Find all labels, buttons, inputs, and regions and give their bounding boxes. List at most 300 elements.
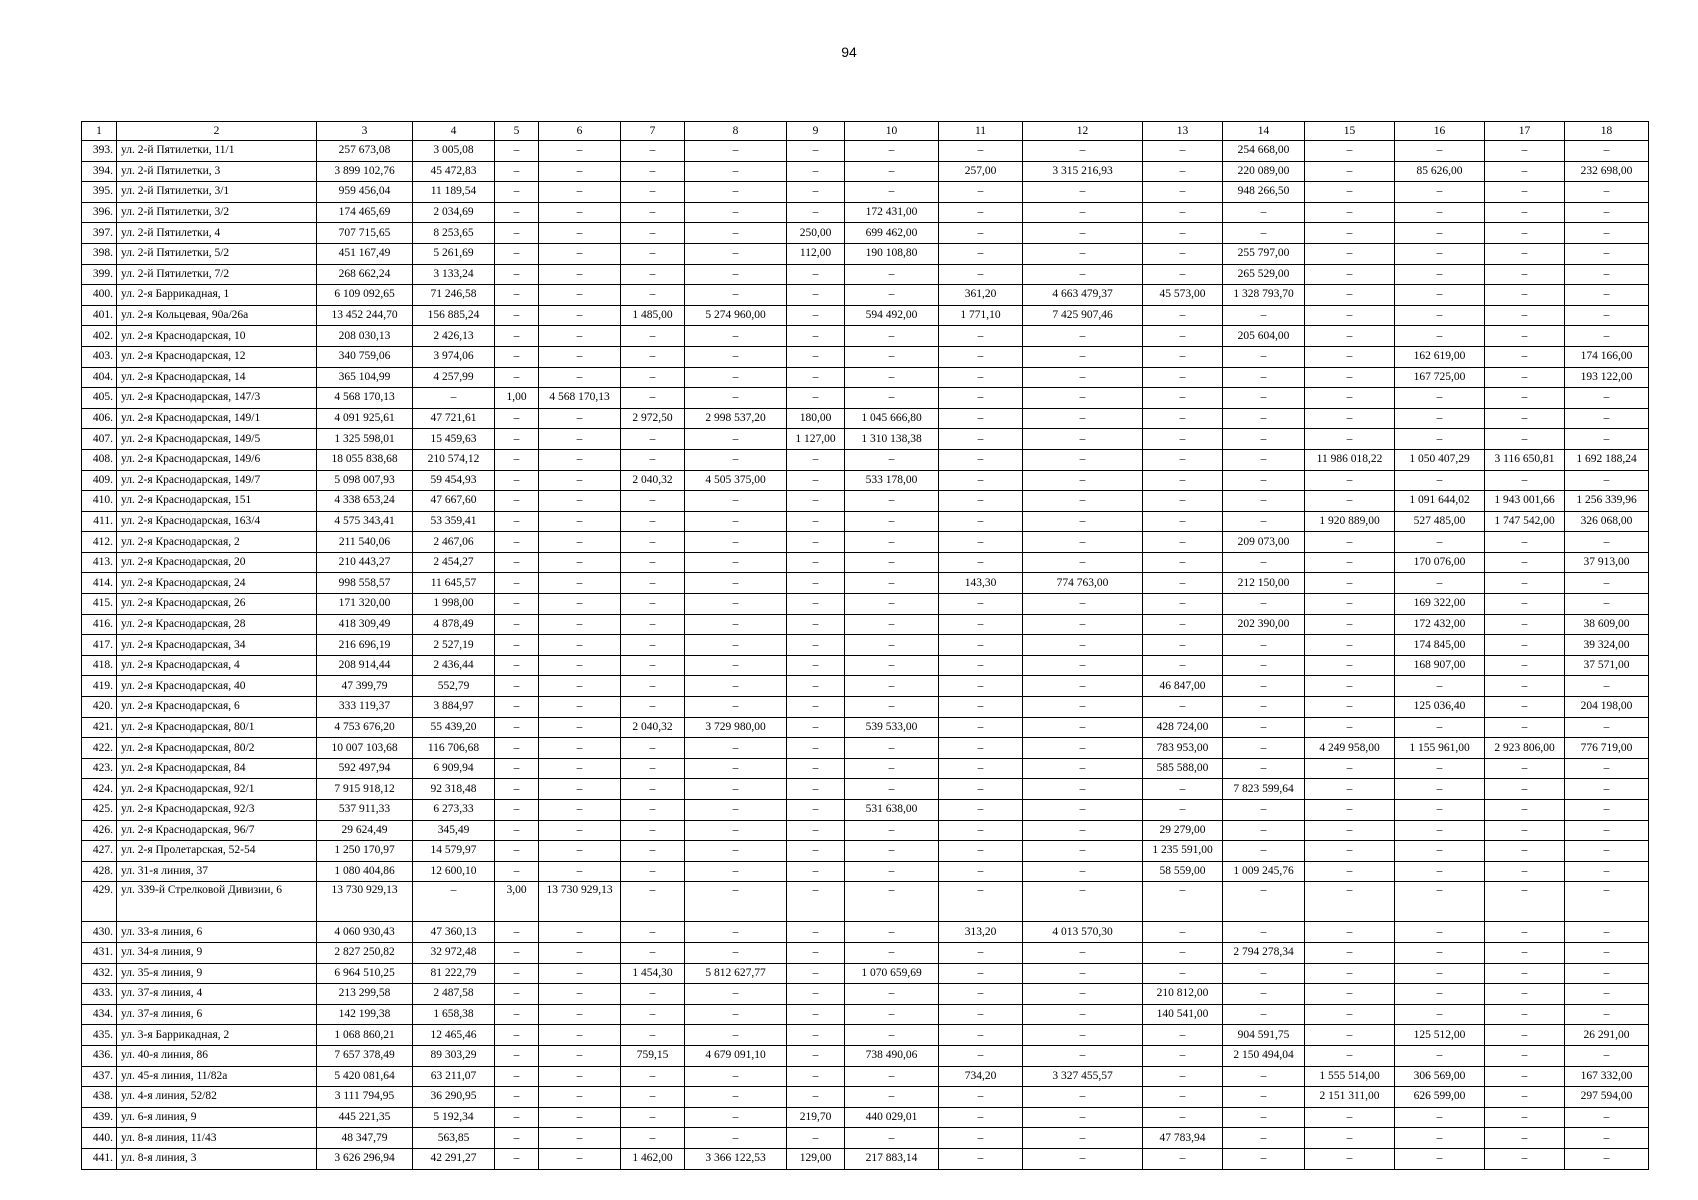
value-cell: – [1485, 182, 1565, 203]
value-cell: – [539, 346, 621, 367]
value-cell: – [1305, 470, 1395, 491]
row-number: 440. [82, 1128, 117, 1149]
value-cell: 531 638,00 [845, 800, 939, 821]
value-cell: – [787, 963, 845, 984]
value-cell: 219,70 [787, 1107, 845, 1128]
value-cell: – [1143, 264, 1223, 285]
value-cell: – [1143, 491, 1223, 512]
value-cell: – [1223, 676, 1305, 697]
value-cell: – [845, 882, 939, 922]
value-cell: – [539, 1107, 621, 1128]
value-cell: – [495, 182, 539, 203]
row-number: 415. [82, 594, 117, 615]
value-cell: – [939, 223, 1023, 244]
value-cell: – [1223, 882, 1305, 922]
address-cell: ул. 2-я Краснодарская, 40 [117, 676, 317, 697]
value-cell: – [685, 326, 787, 347]
address-cell: ул. 2-я Краснодарская, 149/5 [117, 429, 317, 450]
value-cell: – [1305, 285, 1395, 306]
value-cell: 2 150 494,04 [1223, 1045, 1305, 1066]
value-cell: – [685, 573, 787, 594]
value-cell: 3 366 122,53 [685, 1148, 787, 1169]
value-cell: – [621, 552, 685, 573]
value-cell: – [1023, 470, 1143, 491]
value-cell: – [1223, 388, 1305, 409]
value-cell: – [621, 367, 685, 388]
value-cell: – [939, 882, 1023, 922]
value-cell: – [621, 635, 685, 656]
value-cell: – [1305, 861, 1395, 882]
value-cell: – [495, 1128, 539, 1149]
value-cell: – [1395, 922, 1485, 943]
value-cell: – [1485, 1066, 1565, 1087]
column-header: 5 [495, 122, 539, 141]
value-cell: – [1305, 243, 1395, 264]
value-cell: – [539, 942, 621, 963]
value-cell: – [1485, 820, 1565, 841]
value-cell: – [787, 491, 845, 512]
row-number: 431. [82, 942, 117, 963]
value-cell: – [1223, 655, 1305, 676]
value-cell: – [1485, 429, 1565, 450]
value-cell: – [1223, 922, 1305, 943]
value-cell: 29 624,49 [317, 820, 413, 841]
address-cell: ул. 2-й Пятилетки, 3/2 [117, 202, 317, 223]
value-cell: – [495, 738, 539, 759]
value-cell: 92 318,48 [413, 779, 495, 800]
value-cell: – [787, 532, 845, 553]
value-cell: – [1485, 594, 1565, 615]
value-cell: – [1143, 223, 1223, 244]
value-cell: 4 091 925,61 [317, 408, 413, 429]
value-cell: – [1223, 758, 1305, 779]
value-cell: – [621, 655, 685, 676]
value-cell: – [621, 202, 685, 223]
value-cell: – [939, 511, 1023, 532]
value-cell: 47 399,79 [317, 676, 413, 697]
value-cell: – [1485, 758, 1565, 779]
value-cell: 180,00 [787, 408, 845, 429]
value-cell: – [1565, 861, 1649, 882]
value-cell: 81 222,79 [413, 963, 495, 984]
value-cell: 217 883,14 [845, 1148, 939, 1169]
address-cell: ул. 2-я Краснодарская, 163/4 [117, 511, 317, 532]
address-cell: ул. 2-я Краснодарская, 149/6 [117, 449, 317, 470]
value-cell: – [939, 346, 1023, 367]
value-cell: – [621, 882, 685, 922]
value-cell: 7 823 599,64 [1223, 779, 1305, 800]
table-row [82, 655, 1649, 676]
value-cell: – [495, 573, 539, 594]
value-cell: – [845, 594, 939, 615]
value-cell: 552,79 [413, 676, 495, 697]
value-cell: – [1395, 573, 1485, 594]
value-cell: 759,15 [621, 1045, 685, 1066]
value-cell: – [787, 942, 845, 963]
row-number: 424. [82, 779, 117, 800]
value-cell: 6 909,94 [413, 758, 495, 779]
value-cell: – [939, 388, 1023, 409]
value-cell: – [621, 841, 685, 862]
value-cell: – [1565, 820, 1649, 841]
table-row [82, 182, 1649, 203]
value-cell: – [1565, 942, 1649, 963]
address-cell: ул. 2-й Пятилетки, 11/1 [117, 141, 317, 162]
value-cell: 47 667,60 [413, 491, 495, 512]
value-cell: – [1143, 449, 1223, 470]
value-cell: – [495, 1025, 539, 1046]
value-cell: 11 645,57 [413, 573, 495, 594]
value-cell: – [1023, 367, 1143, 388]
value-cell: – [1565, 594, 1649, 615]
value-cell: – [685, 779, 787, 800]
value-cell: – [539, 1148, 621, 1169]
value-cell: – [539, 1128, 621, 1149]
value-cell: – [1485, 841, 1565, 862]
value-cell: – [1485, 1045, 1565, 1066]
value-cell: 42 291,27 [413, 1148, 495, 1169]
value-cell: – [539, 367, 621, 388]
value-cell: – [1023, 1128, 1143, 1149]
value-cell: 4 249 958,00 [1305, 738, 1395, 759]
value-cell: – [539, 285, 621, 306]
row-number: 401. [82, 305, 117, 326]
value-cell: – [539, 573, 621, 594]
value-cell: 1 250 170,97 [317, 841, 413, 862]
value-cell: 8 253,65 [413, 223, 495, 244]
value-cell: – [1485, 223, 1565, 244]
value-cell: 3,00 [495, 882, 539, 922]
value-cell: – [1305, 963, 1395, 984]
value-cell: 172 431,00 [845, 202, 939, 223]
value-cell: – [1565, 408, 1649, 429]
value-cell: 15 459,63 [413, 429, 495, 450]
address-cell: ул. 2-й Пятилетки, 4 [117, 223, 317, 244]
value-cell: – [621, 326, 685, 347]
value-cell: – [939, 779, 1023, 800]
value-cell: 174 845,00 [1395, 635, 1485, 656]
value-cell: – [1143, 305, 1223, 326]
value-cell: – [1395, 676, 1485, 697]
value-cell: – [1305, 141, 1395, 162]
value-cell: – [1565, 922, 1649, 943]
value-cell: – [539, 963, 621, 984]
value-cell: 1 485,00 [621, 305, 685, 326]
value-cell: – [787, 1087, 845, 1108]
value-cell: – [1485, 1107, 1565, 1128]
value-cell: – [621, 429, 685, 450]
value-cell: – [1395, 942, 1485, 963]
value-cell: – [1023, 243, 1143, 264]
value-cell: 2 527,19 [413, 635, 495, 656]
value-cell: – [1223, 984, 1305, 1005]
value-cell: – [845, 1025, 939, 1046]
row-number: 436. [82, 1045, 117, 1066]
value-cell: – [1395, 243, 1485, 264]
table-row [82, 305, 1649, 326]
value-cell: 89 303,29 [413, 1045, 495, 1066]
value-cell: 3 729 980,00 [685, 717, 787, 738]
column-header: 12 [1023, 122, 1143, 141]
value-cell: 211 540,06 [317, 532, 413, 553]
value-cell: – [1395, 984, 1485, 1005]
value-cell: 5 812 627,77 [685, 963, 787, 984]
value-cell: – [1395, 1128, 1485, 1149]
address-cell: ул. 40-я линия, 86 [117, 1045, 317, 1066]
value-cell: 527 485,00 [1395, 511, 1485, 532]
value-cell: – [495, 243, 539, 264]
column-header: 1 [82, 122, 117, 141]
value-cell: 55 439,20 [413, 717, 495, 738]
value-cell: 626 599,00 [1395, 1087, 1485, 1108]
table-row [82, 285, 1649, 306]
value-cell: 3 315 216,93 [1023, 161, 1143, 182]
row-number: 417. [82, 635, 117, 656]
value-cell: – [1223, 1148, 1305, 1169]
value-cell: – [939, 408, 1023, 429]
address-cell: ул. 2-я Краснодарская, 26 [117, 594, 317, 615]
table-row [82, 882, 1649, 922]
value-cell: 5 274 960,00 [685, 305, 787, 326]
value-cell: 47 783,94 [1143, 1128, 1223, 1149]
value-cell: – [1023, 388, 1143, 409]
value-cell: – [939, 963, 1023, 984]
value-cell: – [845, 861, 939, 882]
value-cell: – [495, 922, 539, 943]
value-cell: – [1143, 1087, 1223, 1108]
column-header: 11 [939, 122, 1023, 141]
value-cell: 169 322,00 [1395, 594, 1485, 615]
value-cell: – [1305, 1107, 1395, 1128]
value-cell: – [1223, 1087, 1305, 1108]
value-cell: – [539, 449, 621, 470]
value-cell: 1 325 598,01 [317, 429, 413, 450]
value-cell: – [495, 367, 539, 388]
value-cell: – [539, 758, 621, 779]
row-number: 393. [82, 141, 117, 162]
value-cell: – [1143, 388, 1223, 409]
value-cell: – [1565, 1128, 1649, 1149]
value-cell: – [1223, 346, 1305, 367]
value-cell: – [787, 984, 845, 1005]
value-cell: – [1565, 202, 1649, 223]
value-cell: 156 885,24 [413, 305, 495, 326]
value-cell: – [539, 182, 621, 203]
value-cell: 2 040,32 [621, 470, 685, 491]
value-cell: – [845, 676, 939, 697]
value-cell: – [1485, 1025, 1565, 1046]
value-cell: 592 497,94 [317, 758, 413, 779]
value-cell: – [1565, 779, 1649, 800]
value-cell: – [621, 388, 685, 409]
value-cell: – [1305, 264, 1395, 285]
value-cell: 13 452 244,70 [317, 305, 413, 326]
value-cell: 1 235 591,00 [1143, 841, 1223, 862]
value-cell: – [1023, 676, 1143, 697]
value-cell: – [845, 388, 939, 409]
row-number: 412. [82, 532, 117, 553]
value-cell: – [1395, 861, 1485, 882]
value-cell: 7 657 378,49 [317, 1045, 413, 1066]
value-cell: – [1485, 1004, 1565, 1025]
value-cell: 3 005,08 [413, 141, 495, 162]
value-cell: – [685, 800, 787, 821]
value-cell: – [1565, 243, 1649, 264]
value-cell: – [1485, 532, 1565, 553]
value-cell: 1,00 [495, 388, 539, 409]
value-cell: – [685, 820, 787, 841]
value-cell: – [845, 820, 939, 841]
value-cell: – [685, 655, 787, 676]
value-cell: – [1565, 429, 1649, 450]
value-cell: – [495, 326, 539, 347]
value-cell: 297 594,00 [1565, 1087, 1649, 1108]
value-cell: 255 797,00 [1223, 243, 1305, 264]
value-cell: 18 055 838,68 [317, 449, 413, 470]
value-cell: – [1485, 861, 1565, 882]
table-row [82, 800, 1649, 821]
value-cell: – [939, 141, 1023, 162]
table-row [82, 861, 1649, 882]
value-cell: – [1395, 182, 1485, 203]
value-cell: – [1023, 1087, 1143, 1108]
value-cell: 59 454,93 [413, 470, 495, 491]
value-cell: 537 911,33 [317, 800, 413, 821]
value-cell: – [621, 676, 685, 697]
value-cell: 445 221,35 [317, 1107, 413, 1128]
value-cell: – [1565, 1004, 1649, 1025]
value-cell: 5 420 081,64 [317, 1066, 413, 1087]
row-number: 413. [82, 552, 117, 573]
row-number: 433. [82, 984, 117, 1005]
value-cell: – [787, 326, 845, 347]
value-cell: – [1143, 367, 1223, 388]
header-row [82, 122, 1649, 141]
value-cell: – [1023, 841, 1143, 862]
value-cell: – [787, 552, 845, 573]
value-cell: 7 425 907,46 [1023, 305, 1143, 326]
row-number: 418. [82, 655, 117, 676]
value-cell: – [685, 141, 787, 162]
value-cell: – [1023, 717, 1143, 738]
value-cell: – [1485, 470, 1565, 491]
value-cell: 6 109 092,65 [317, 285, 413, 306]
value-cell: – [1305, 942, 1395, 963]
value-cell: – [1395, 820, 1485, 841]
value-cell: 585 588,00 [1143, 758, 1223, 779]
value-cell: – [939, 676, 1023, 697]
address-cell: ул. 2-я Краснодарская, 147/3 [117, 388, 317, 409]
value-cell: – [845, 285, 939, 306]
row-number: 427. [82, 841, 117, 862]
value-cell: – [1223, 429, 1305, 450]
row-number: 403. [82, 346, 117, 367]
value-cell: 12 600,10 [413, 861, 495, 882]
value-cell: 174 465,69 [317, 202, 413, 223]
value-cell: – [685, 697, 787, 718]
value-cell: – [1223, 800, 1305, 821]
value-cell: – [1023, 594, 1143, 615]
value-cell: 4 568 170,13 [539, 388, 621, 409]
value-cell: – [1565, 573, 1649, 594]
value-cell: – [685, 614, 787, 635]
value-cell: – [539, 1025, 621, 1046]
value-cell: – [1223, 408, 1305, 429]
table-row [82, 942, 1649, 963]
value-cell: – [539, 161, 621, 182]
value-cell: – [1223, 697, 1305, 718]
value-cell: – [1143, 922, 1223, 943]
value-cell: – [1305, 841, 1395, 862]
value-cell: – [1223, 738, 1305, 759]
value-cell: – [621, 1025, 685, 1046]
value-cell: 37 913,00 [1565, 552, 1649, 573]
value-cell: 1 256 339,96 [1565, 491, 1649, 512]
value-cell: – [845, 655, 939, 676]
row-number: 437. [82, 1066, 117, 1087]
value-cell: – [787, 1025, 845, 1046]
value-cell: – [1485, 942, 1565, 963]
value-cell: 783 953,00 [1143, 738, 1223, 759]
value-cell: 539 533,00 [845, 717, 939, 738]
value-cell: – [787, 264, 845, 285]
value-cell: – [495, 984, 539, 1005]
row-number: 396. [82, 202, 117, 223]
value-cell: 1 091 644,02 [1395, 491, 1485, 512]
value-cell: – [939, 182, 1023, 203]
value-cell: – [539, 305, 621, 326]
value-cell: – [1143, 1066, 1223, 1087]
value-cell: 1 050 407,29 [1395, 449, 1485, 470]
value-cell: 170 076,00 [1395, 552, 1485, 573]
value-cell: 451 167,49 [317, 243, 413, 264]
value-cell: – [1395, 285, 1485, 306]
value-cell: – [495, 697, 539, 718]
value-cell: – [495, 655, 539, 676]
value-cell: – [939, 491, 1023, 512]
value-cell: – [1143, 882, 1223, 922]
table-row [82, 1045, 1649, 1066]
value-cell: – [1395, 882, 1485, 922]
address-cell: ул. 2-я Баррикадная, 1 [117, 285, 317, 306]
value-cell: – [1223, 552, 1305, 573]
value-cell: – [495, 717, 539, 738]
value-cell: – [1143, 511, 1223, 532]
table-row [82, 511, 1649, 532]
value-cell: – [1143, 408, 1223, 429]
table-row [82, 573, 1649, 594]
value-cell: – [621, 264, 685, 285]
table-row [82, 408, 1649, 429]
value-cell: – [1305, 594, 1395, 615]
value-cell: – [1023, 800, 1143, 821]
value-cell: – [1395, 532, 1485, 553]
table-row [82, 820, 1649, 841]
value-cell: – [1485, 1148, 1565, 1169]
value-cell: 48 347,79 [317, 1128, 413, 1149]
value-cell: 340 759,06 [317, 346, 413, 367]
row-number: 419. [82, 676, 117, 697]
address-cell: ул. 2-я Краснодарская, 34 [117, 635, 317, 656]
value-cell: – [1395, 717, 1485, 738]
value-cell: – [1023, 223, 1143, 244]
value-cell: – [685, 552, 787, 573]
value-cell: – [495, 161, 539, 182]
value-cell: – [495, 305, 539, 326]
value-cell: – [685, 1107, 787, 1128]
value-cell: – [1485, 800, 1565, 821]
value-cell: 209 073,00 [1223, 532, 1305, 553]
